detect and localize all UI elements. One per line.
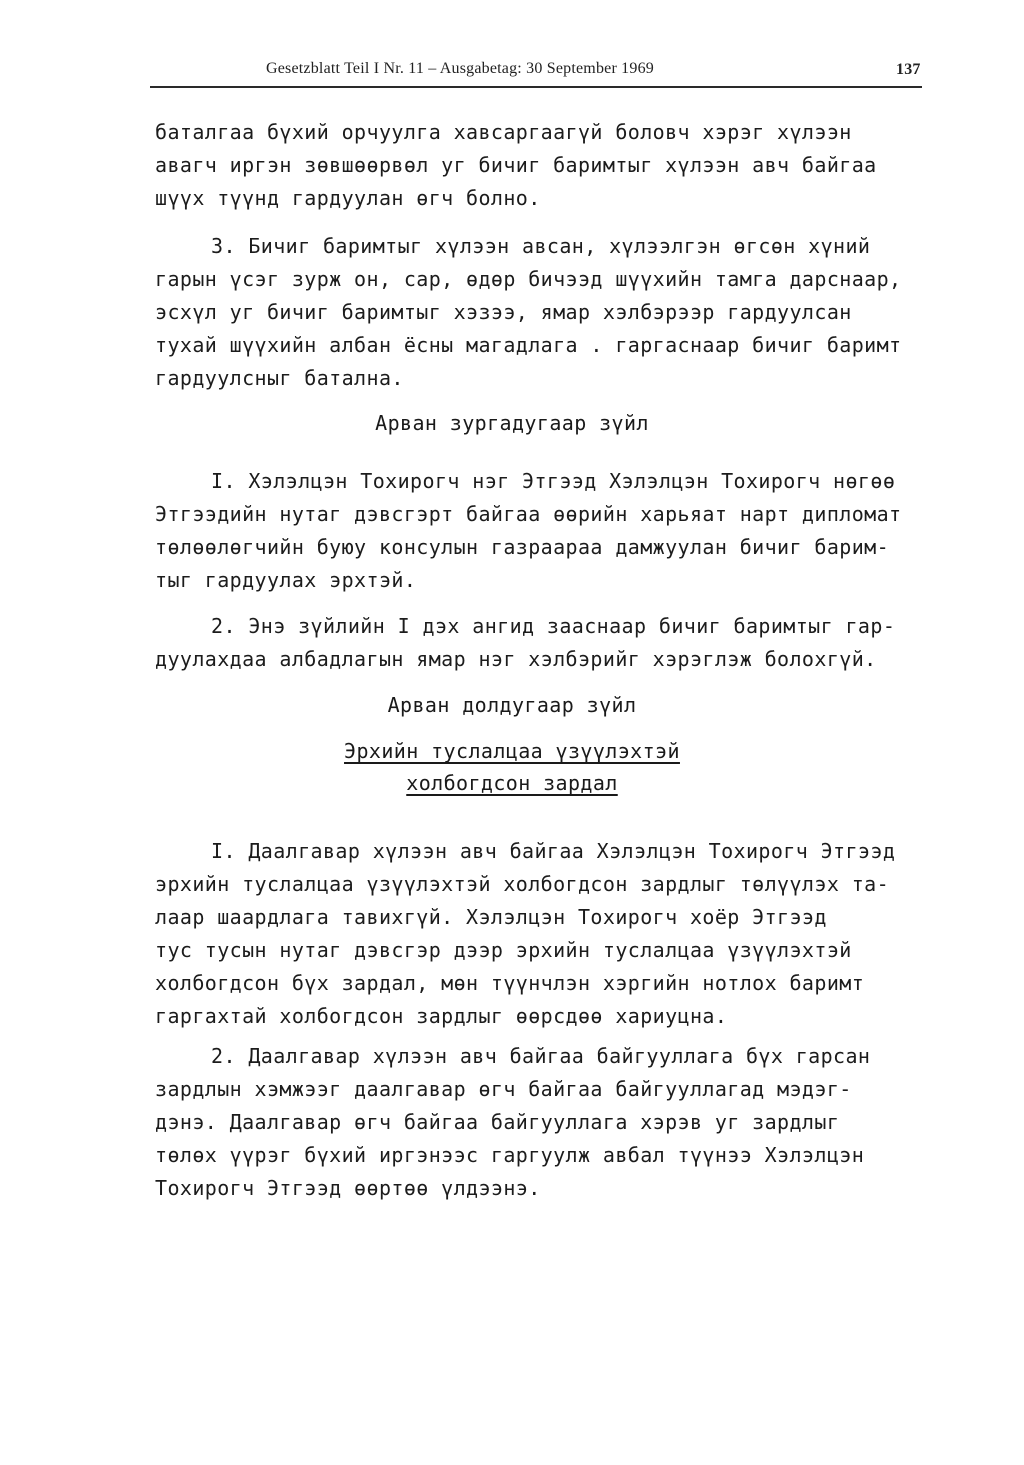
subheading-text: холбогдсон зардал <box>406 771 618 795</box>
text-line: эрхийн туслалцаа үзүүлэхтэй холбогдсон зардлыг төлүүлэх та- <box>155 872 890 896</box>
text-line: гаргахтай холбогдсон зардлыг өөрсдөө хариуцна. <box>155 1004 728 1028</box>
paragraph-continuation <box>155 116 877 215</box>
text-line: төлөх үүрэг бүхий иргэнээс гаргуулж авбал түүнээ Хэлэлцэн <box>155 1143 865 1167</box>
text-line: зардлын хэмжээг даалгавар өгч байгаа байгууллагад мэдэг- <box>155 1077 852 1101</box>
text-line: Этгээдийн нутаг дэвсгэрт байгаа өөрийн харьяат нарт дипломат <box>155 502 902 526</box>
text-line: тыг гардуулах эрхтэй. <box>155 568 417 592</box>
article-17-subheading-line-1 <box>0 735 1024 768</box>
text-line: гардуулсныг батална. <box>155 366 404 390</box>
text-line: шүүх түүнд гардуулан өгч болно. <box>155 186 541 210</box>
text-line: холбогдсон бүх зардал, мөн түүнчлэн хэргийн нотлох баримт <box>155 971 865 995</box>
header-divider <box>150 86 922 88</box>
text-line: дуулахдаа албадлагын ямар нэг хэлбэрийг хэрэглэж болохгүй. <box>155 647 877 671</box>
article-17-heading: Арван долдугаар зүйл <box>387 693 637 717</box>
paragraph-3 <box>155 230 901 395</box>
article-16-heading: Арван зургадугаар зүйл <box>375 411 649 435</box>
text-line: I. Хэлэлцэн Тохирогч нэг Этгээд Хэлэлцэн Тохирогч нөгөө <box>211 469 896 493</box>
article-16-paragraph-2 <box>155 610 895 676</box>
page-number: 137 <box>896 61 921 78</box>
text-line: эсхүл уг бичиг баримтыг хэзээ, ямар хэлбэрээр гардуулсан <box>155 300 852 324</box>
article-17-paragraph-1 <box>155 835 895 1033</box>
article-16-paragraph-1 <box>155 465 901 597</box>
text-line: гарын үсэг зурж он, сар, өдөр бичээд шүүхийн тамга дарснаар, <box>155 267 902 291</box>
text-line: тус тусын нутаг дэвсгэр дээр эрхийн туслалцаа үзүүлэхтэй <box>155 938 852 962</box>
text-line: Тохирогч Этгээд өөртөө үлдээнэ. <box>155 1176 541 1200</box>
text-line: төлөөлөгчийн буюу консулын газраараа дамжуулан бичиг барим- <box>155 535 890 559</box>
text-line: авагч иргэн зөвшөөрвөл уг бичиг баримтыг хүлээн авч байгаа <box>155 153 877 177</box>
text-line: тухай шүүхийн албан ёсны магадлага . гаргаснаар бичиг баримт <box>155 333 902 357</box>
text-line: дэнэ. Даалгавар өгч байгаа байгууллага хэрэв уг зардлыг <box>155 1110 840 1134</box>
article-17-subheading-line-2 <box>0 767 1024 800</box>
subheading-text: Эрхийн туслалцаа үзүүлэхтэй <box>344 739 680 763</box>
gazette-title: Gesetzblatt Teil I Nr. 11 – Ausgabetag: 30 September 1969 <box>266 60 654 77</box>
text-line: 3. Бичиг баримтыг хүлээн авсан, хүлээлгэн өгсөн хүний <box>211 234 871 258</box>
text-line: 2. Энэ зүйлийн I дэх ангид зааснаар бичиг баримтыг гар- <box>211 614 896 638</box>
page-header <box>150 60 930 84</box>
text-line: I. Даалгавар хүлээн авч байгаа Хэлэлцэн Тохирогч Этгээд <box>211 839 896 863</box>
text-line: 2. Даалгавар хүлээн авч байгаа байгууллага бүх гарсан <box>211 1044 871 1068</box>
text-line: баталгаа бүхий орчуулга хавсаргаагүй боловч хэрэг хүлээн <box>155 120 852 144</box>
text-line: лаар шаардлага тавихгүй. Хэлэлцэн Тохирогч хоёр Этгээд <box>155 905 827 929</box>
article-17-paragraph-2 <box>155 1040 870 1205</box>
